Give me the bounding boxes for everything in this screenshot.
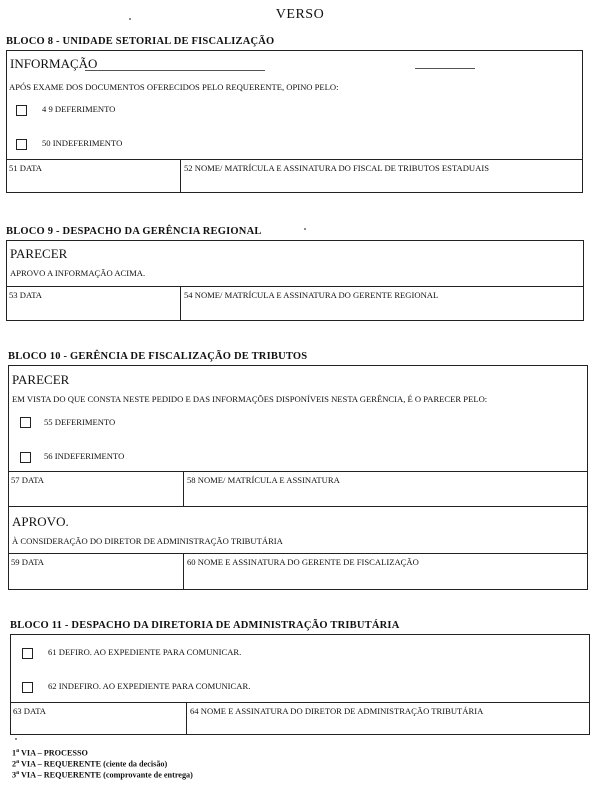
defiro-checkbox[interactable] [22, 648, 33, 659]
data-field[interactable]: 57 DATA [11, 475, 44, 485]
via-number: 2 [12, 759, 17, 769]
bloco9-title: BLOCO 9 - DESPACHO DA GERÊNCIA REGIONAL [6, 226, 262, 237]
deferimento-checkbox[interactable] [20, 417, 31, 428]
via-text: VIA – REQUERENTE (ciente da decisão) [21, 759, 168, 769]
indefiro-label: 62 INDEFIRO. AO EXPEDIENTE PARA COMUNICAR. [48, 681, 251, 691]
data-field[interactable]: 63 DATA [13, 706, 46, 716]
indeferimento-label: 56 INDEFERIMENTO [44, 451, 125, 461]
bloco9-box [6, 240, 584, 321]
bloco10-section-label: PARECER [12, 372, 70, 387]
indeferimento-checkbox[interactable] [16, 139, 27, 150]
via-number: 1 [12, 748, 17, 758]
assinatura-field[interactable]: 60 NOME E ASSINATURA DO GERENTE DE FISCALIZAÇÃO [187, 557, 419, 567]
indeferimento-checkbox[interactable] [20, 452, 31, 463]
divider [183, 553, 184, 590]
data-field[interactable]: 59 DATA [11, 557, 44, 567]
footer-via-3: 3$^a$ VIA – REQUERENTE (comprovante de entrega) [12, 770, 193, 780]
page-title: VERSO [275, 7, 325, 22]
deferimento-checkbox[interactable] [16, 105, 27, 116]
data-field[interactable]: 51 DATA [9, 163, 42, 173]
divider [8, 506, 588, 507]
divider [180, 159, 181, 193]
deferimento-label: 4 9 DEFERIMENTO [42, 104, 116, 114]
footer-via-1: 1$^a$ VIA – PROCESSO [12, 748, 88, 758]
indeferimento-label: 50 INDEFERIMENTO [42, 138, 123, 148]
bloco10-title: BLOCO 10 - GERÊNCIA DE FISCALIZAÇÃO DE TRIBUTOS [8, 351, 308, 362]
bloco9-text: APROVO A INFORMAÇÃO ACIMA. [10, 268, 146, 278]
aprovo-text: À CONSIDERAÇÃO DO DIRETOR DE ADMINISTRAÇÃO TRIBUTÁRIA [12, 536, 283, 546]
scan-line [415, 68, 475, 69]
divider [8, 553, 588, 554]
aprovo-label: APROVO. [12, 514, 69, 529]
scan-speck [129, 18, 131, 20]
divider [186, 702, 187, 735]
scan-speck [304, 228, 306, 230]
indefiro-checkbox[interactable] [22, 682, 33, 693]
divider [183, 471, 184, 506]
footer-via-2: 2$^a$ VIA – REQUERENTE (ciente da decisão) [12, 759, 168, 769]
bloco8-instruction: APÓS EXAME DOS DOCUMENTOS OFERECIDOS PELO REQUERENTE, OPINO PELO: [9, 82, 339, 92]
defiro-label: 61 DEFIRO. AO EXPEDIENTE PARA COMUNICAR. [48, 647, 242, 657]
deferimento-label: 55 DEFERIMENTO [44, 417, 116, 427]
data-field[interactable]: 53 DATA [9, 290, 42, 300]
via-number: 3 [12, 770, 17, 780]
scan-speck [15, 738, 17, 740]
bloco11-title: BLOCO 11 - DESPACHO DA DIRETORIA DE ADMINISTRAÇÃO TRIBUTÁRIA [10, 620, 400, 631]
bloco8-title: BLOCO 8 - UNIDADE SETORIAL DE FISCALIZAÇÃO [6, 36, 275, 47]
via-text: VIA – PROCESSO [21, 748, 88, 758]
assinatura-field[interactable]: 58 NOME/ MATRÍCULA E ASSINATURA [187, 475, 340, 485]
divider [10, 702, 590, 703]
bloco9-section-label: PARECER [10, 246, 68, 261]
divider [8, 471, 588, 472]
bloco8-section-label: INFORMAÇÃO [10, 56, 98, 71]
scan-line [85, 70, 265, 71]
assinatura-field[interactable]: 64 NOME E ASSINATURA DO DIRETOR DE ADMINISTRAÇÃO TRIBUTÁRIA [190, 706, 484, 716]
divider [180, 286, 181, 321]
assinatura-field[interactable]: 52 NOME/ MATRÍCULA E ASSINATURA DO FISCAL DE TRIBUTOS ESTADUAIS [184, 163, 489, 173]
via-text: VIA – REQUERENTE (comprovante de entrega) [21, 770, 193, 780]
bloco10-instruction: EM VISTA DO QUE CONSTA NESTE PEDIDO E DAS INFORMAÇÕES DISPONÍVEIS NESTA GERÊNCIA, É O PARECER PELO: [12, 394, 488, 404]
divider [6, 286, 584, 287]
assinatura-field[interactable]: 54 NOME/ MATRÍCULA E ASSINATURA DO GERENTE REGIONAL [184, 290, 439, 300]
divider [6, 159, 583, 160]
